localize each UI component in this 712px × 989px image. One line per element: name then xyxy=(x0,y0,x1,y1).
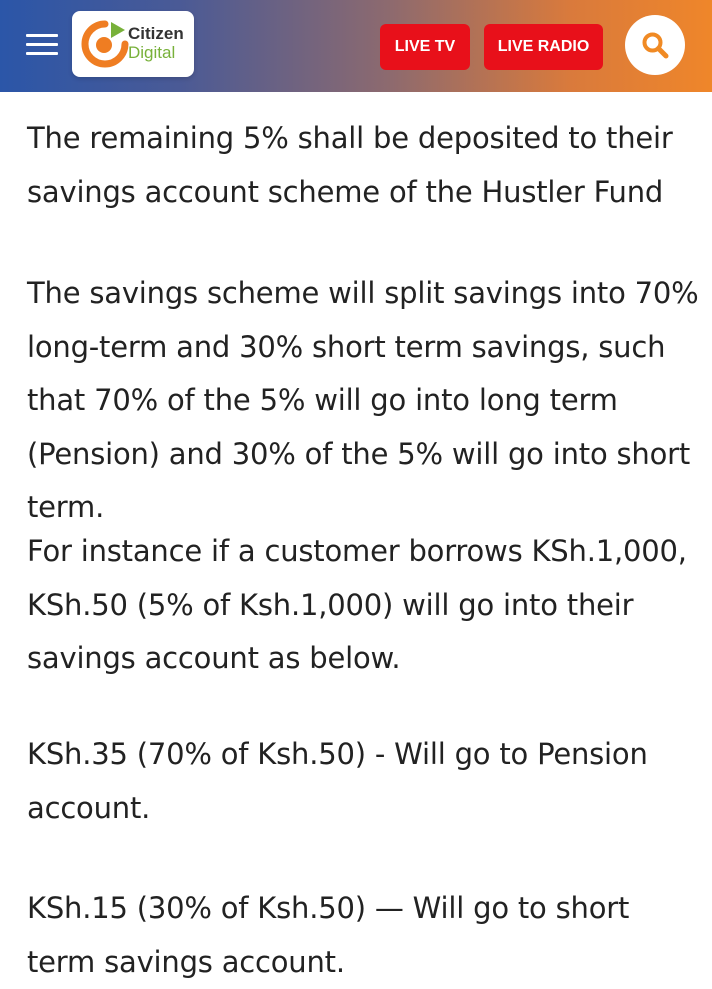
article-paragraph: The savings scheme will split savings into 70% long-term and 30% short term savings, such that 70% of the 5% will go into long term (Pension) and 30% of the 5% will go into short term. xyxy=(27,276,699,524)
article-paragraph: The remaining 5% shall be deposited to their savings account scheme of the Hustler Fund xyxy=(27,121,673,209)
top-header xyxy=(0,0,712,92)
logo-text-digital: Digital xyxy=(128,43,176,62)
live-radio-button[interactable]: LIVE RADIO xyxy=(484,24,603,70)
article-paragraph: KSh.35 (70% of Ksh.50) - Will go to Pension account. xyxy=(27,737,648,825)
citizen-digital-logo-icon xyxy=(81,20,129,68)
logo-text-citizen: Citizen xyxy=(128,24,184,43)
article-paragraph: For instance if a customer borrows KSh.1,000, KSh.50 (5% of Ksh.1,000) will go into their savings account as below. xyxy=(27,534,687,675)
hamburger-menu-icon[interactable] xyxy=(26,34,58,56)
live-tv-button[interactable]: LIVE TV xyxy=(380,24,470,70)
article-paragraph: KSh.15 (30% of Ksh.50) — Will go to short term savings account. xyxy=(27,891,630,979)
citizen-digital-logo[interactable] xyxy=(72,11,194,77)
search-icon xyxy=(641,31,669,59)
search-button[interactable] xyxy=(625,15,685,75)
